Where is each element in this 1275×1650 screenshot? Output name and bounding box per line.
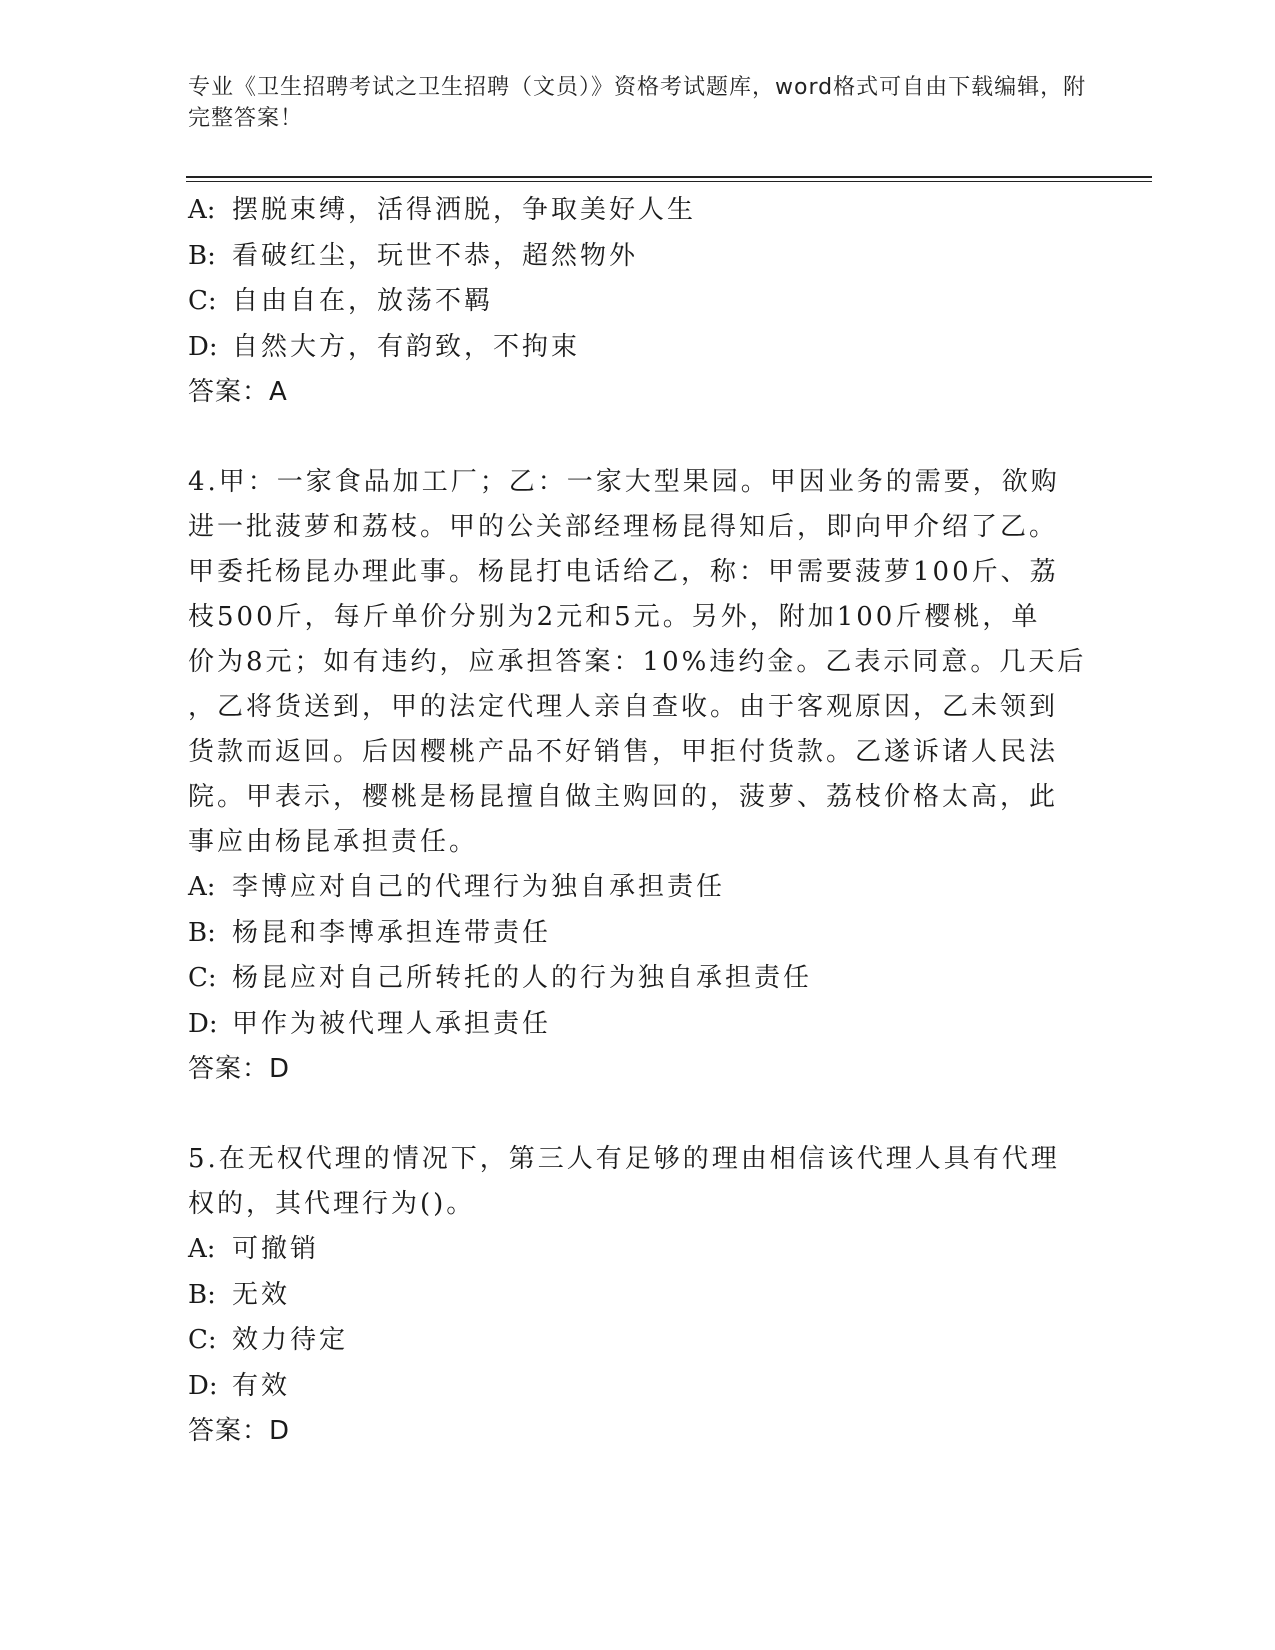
- option-label: C:: [188, 963, 217, 993]
- option-text: 自然大方，有韵致，不拘束: [232, 331, 581, 362]
- option-text: 有效: [232, 1370, 291, 1401]
- option-text: 摆脱束缚，活得洒脱，争取美好人生: [232, 195, 697, 225]
- spacer: [188, 1092, 1068, 1137]
- option-d: [188, 325, 1068, 371]
- question-line: 5.在无权代理的情况下，第三人有足够的理由相信该代理人具有代理: [188, 1144, 1060, 1174]
- question-line: ，乙将货送到，甲的法定代理人亲自查收。由于客观原因，乙未领到: [188, 692, 1059, 722]
- question-3-answer: 答案：A: [188, 377, 288, 407]
- option-label: B:: [188, 240, 216, 271]
- question-line: 甲委托杨昆办理此事。杨昆打电话给乙，称：甲需要菠萝100斤、荔: [188, 557, 1059, 587]
- question-5-answer: 答案：D: [188, 1416, 291, 1446]
- option-label: A:: [188, 872, 216, 902]
- header-divider-thin: [186, 181, 1152, 182]
- question-4-stem: [188, 460, 1087, 865]
- option-text: 杨昆应对自己所转托的人的行为独自承担责任: [232, 963, 813, 993]
- option-label: B:: [188, 1279, 216, 1310]
- option-text: 无效: [232, 1279, 291, 1310]
- question-line: 4.甲：一家食品加工厂；乙：一家大型果园。甲因业务的需要，欲购: [188, 467, 1060, 497]
- option-label: D:: [188, 1008, 218, 1039]
- header-divider-thick: [186, 176, 1152, 178]
- document-body: [188, 188, 1087, 1454]
- question-4-options: [188, 865, 1068, 1047]
- option-a: [188, 188, 1068, 234]
- document-header: 专业《卫生招聘考试之卫生招聘（文员）》资格考试题库，word格式可自由下载编辑，附完整答案！: [188, 75, 1087, 131]
- option-b: [188, 234, 1068, 280]
- question-3-options: [188, 188, 1068, 370]
- option-d: [188, 1364, 1068, 1410]
- option-c: [188, 279, 1068, 325]
- option-text: 甲作为被代理人承担责任: [232, 1008, 552, 1039]
- question-line: 枝500斤，每斤单价分别为2元和5元。另外，附加100斤樱桃，单: [188, 602, 1041, 632]
- option-text: 自由自在，放荡不羁: [232, 286, 494, 316]
- option-text: 效力待定: [232, 1325, 349, 1355]
- option-text: 可撤销: [232, 1234, 320, 1264]
- spacer: [188, 415, 1068, 460]
- option-label: D:: [188, 1370, 218, 1401]
- option-c: [188, 956, 1068, 1002]
- question-line: 货款而返回。后因樱桃产品不好销售，甲拒付货款。乙遂诉诸人民法: [188, 737, 1059, 767]
- question-line: 权的，其代理行为()。: [188, 1189, 476, 1219]
- option-c: [188, 1318, 1068, 1364]
- option-label: A:: [188, 1234, 216, 1264]
- option-text: 看破红尘，玩世不恭，超然物外: [232, 240, 639, 271]
- option-b: [188, 911, 1068, 957]
- question-line: 事应由杨昆承担责任。: [188, 827, 479, 857]
- question-5-options: [188, 1227, 1068, 1409]
- option-text: 杨昆和李博承担连带责任: [232, 917, 552, 948]
- question-line: 院。甲表示，樱桃是杨昆擅自做主购回的，菠萝、荔枝价格太高，此: [188, 782, 1059, 812]
- option-a: [188, 865, 1068, 911]
- option-label: B:: [188, 917, 216, 948]
- question-4-answer: 答案：D: [188, 1054, 291, 1084]
- question-line: 价为8元；如有违约，应承担答案：10%违约金。乙表示同意。几天后: [188, 647, 1087, 677]
- option-label: D:: [188, 331, 218, 362]
- option-label: C:: [188, 286, 217, 316]
- option-d: [188, 1002, 1068, 1048]
- option-label: A:: [188, 195, 216, 225]
- option-b: [188, 1273, 1068, 1319]
- option-text: 李博应对自己的代理行为独自承担责任: [232, 872, 726, 902]
- question-line: 进一批菠萝和荔枝。甲的公关部经理杨昆得知后，即向甲介绍了乙。: [188, 512, 1059, 542]
- option-a: [188, 1227, 1068, 1273]
- question-5-stem: [188, 1137, 1068, 1227]
- option-label: C:: [188, 1325, 217, 1355]
